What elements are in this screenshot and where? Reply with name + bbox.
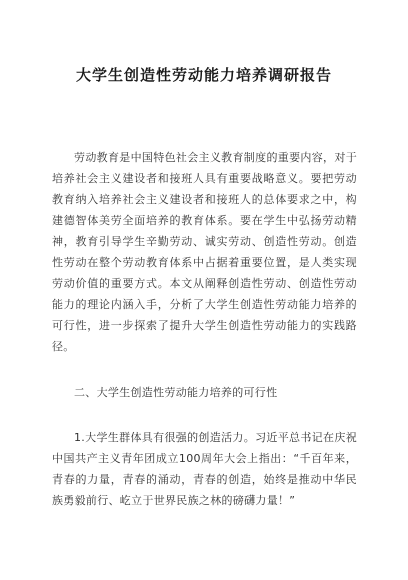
document-title: 大学生创造性劳动能力培养调研报告 [75, 66, 332, 84]
intro-paragraph: 劳动教育是中国特色社会主义教育制度的重要内容，对于培养社会主义建设者和接班人具有重要战略意义。要把劳动教育纳入培养社会主义建设者和接班人的总体要求之中，构建德智体美劳全面培养的教育体系。要在学生中弘扬劳动精神，教育引导学生辛勤劳动、诚实劳动、创造性劳动。创造性劳动在整个劳动教育体系中占据着重要位置，是人类实现劳动价值的重要方式。本文从阐释创造性劳动、创造性劳动能力的理论内涵入手，分析了大学生创造性劳动能力培养的可行性，进一步探索了提升大学生创造性劳动能力的实践路径。 [52, 151, 357, 353]
body-paragraph: 1.大学生群体具有很强的创造活力。习近平总书记在庆祝中国共产主义青年团成立100周年大会上指出：“千百年来，青春的力量，青春的涌动，青春的创造，始终是推动中华民族勇毅前行、屹立于世界民族之林的磅礴力量！” [52, 431, 357, 507]
section-heading: 二、大学生创造性劳动能力培养的可行性 [74, 386, 278, 399]
